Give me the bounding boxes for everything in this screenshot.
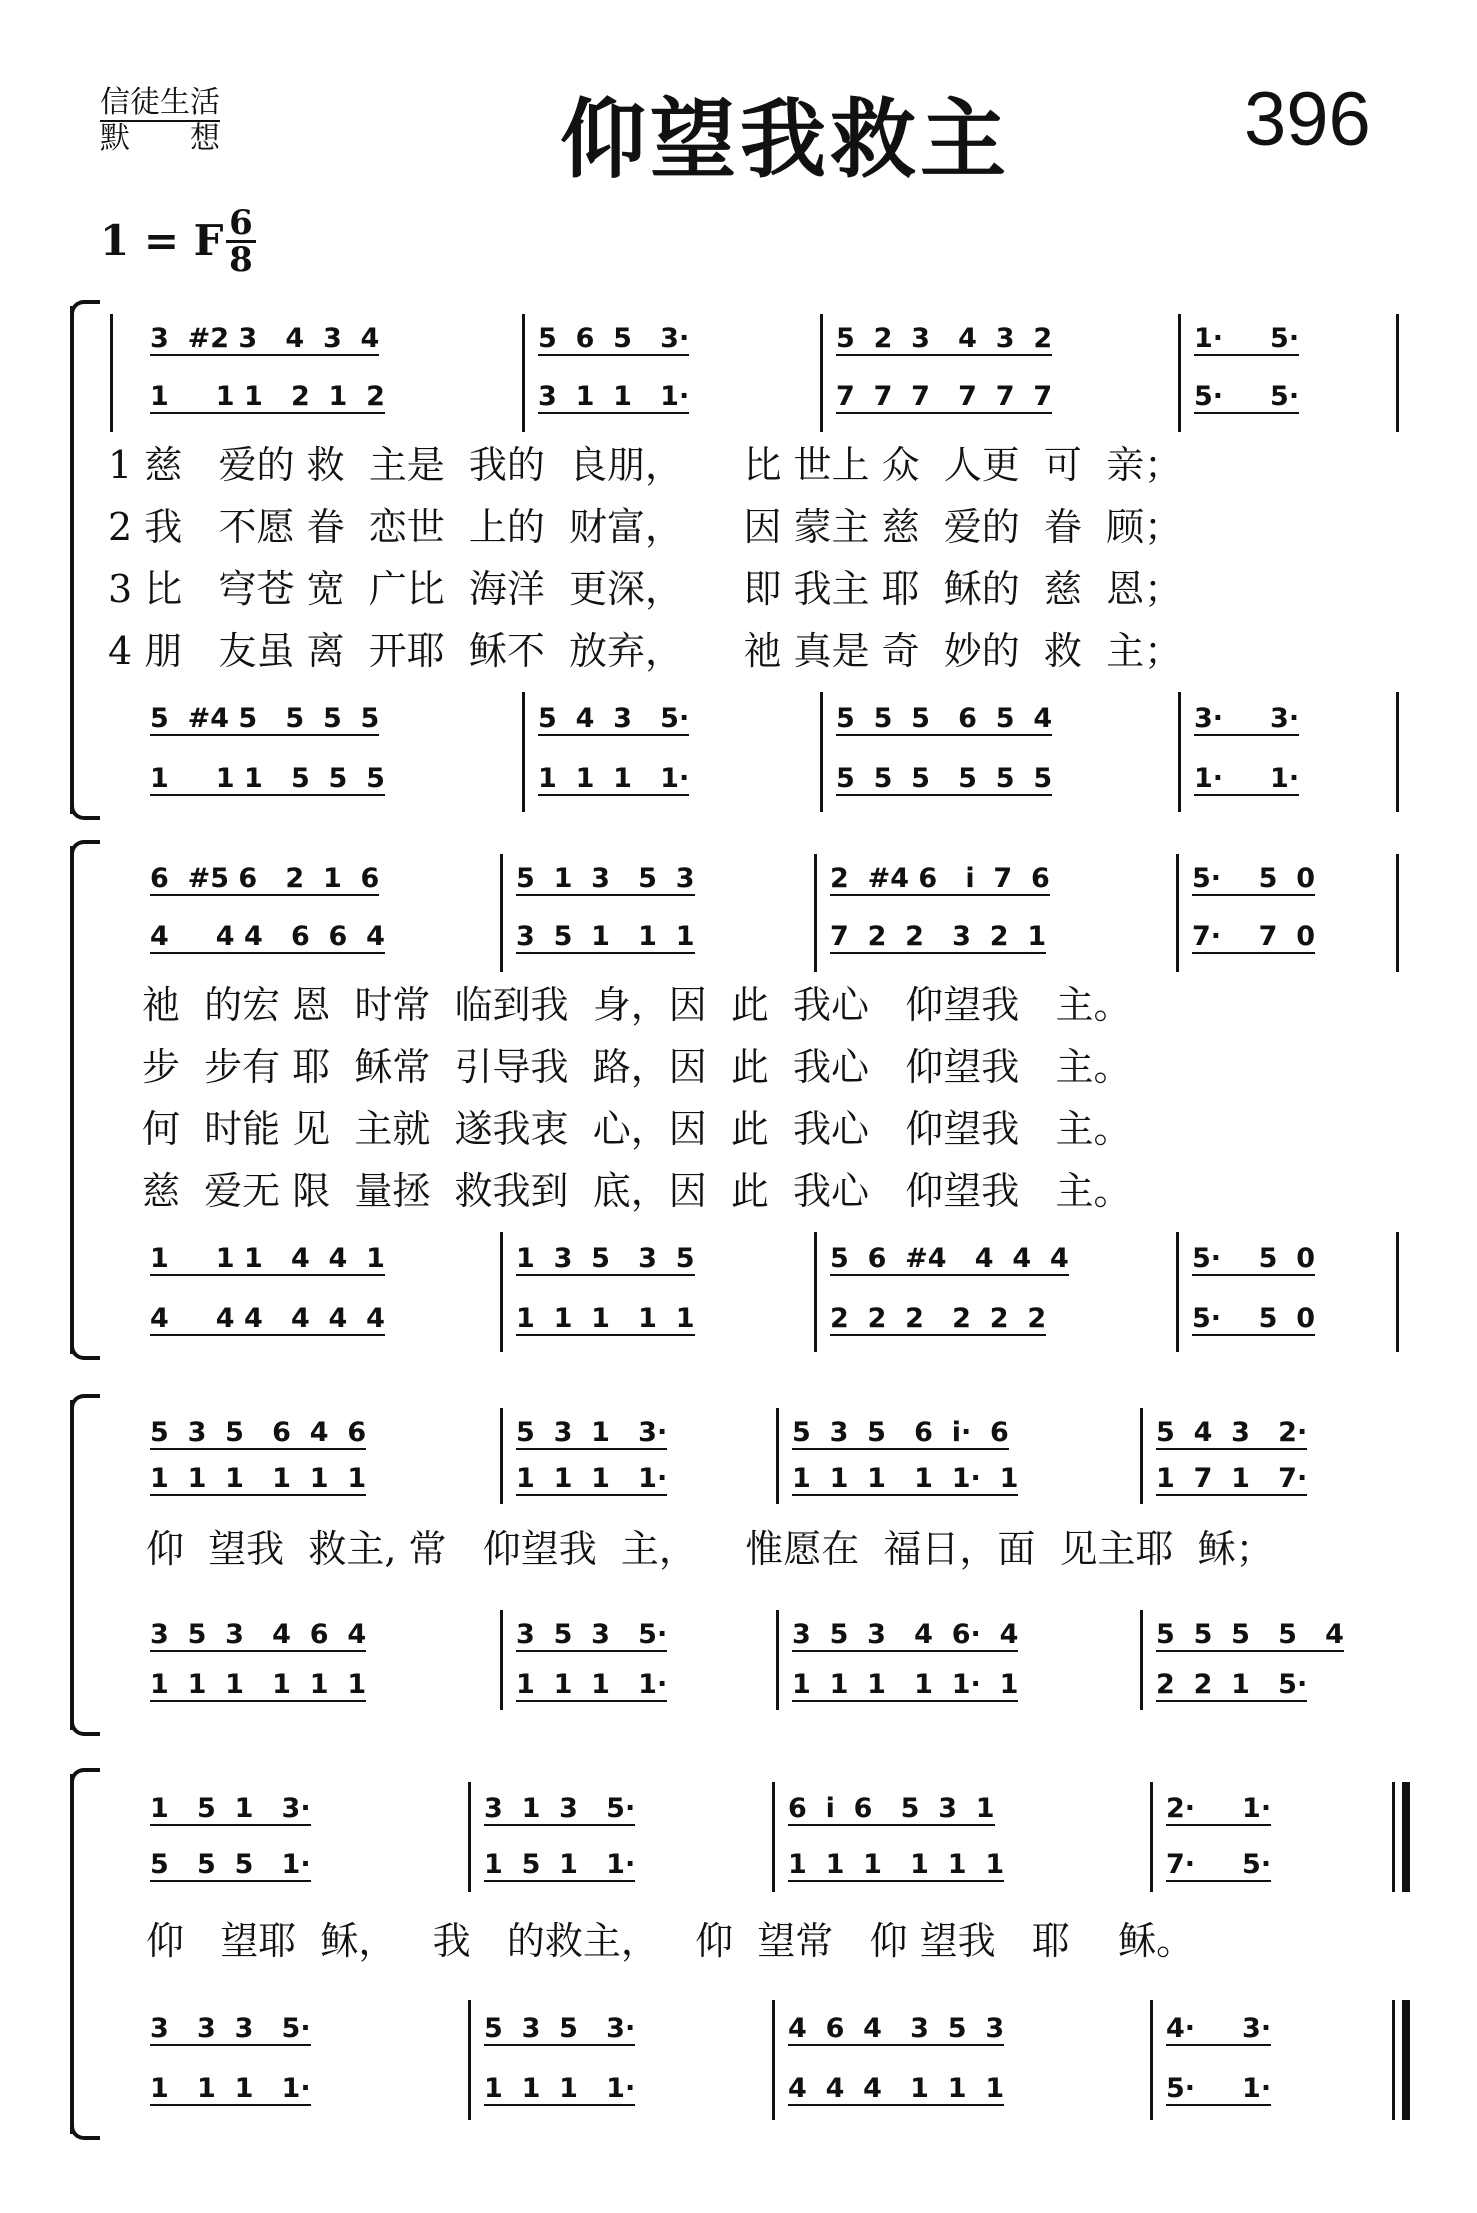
beam-line	[792, 1700, 1018, 1702]
tenor-measure: 5 5 5 5 4	[1156, 1619, 1344, 1650]
barline	[1150, 1782, 1153, 1892]
barline	[1176, 1232, 1179, 1352]
beam-line	[150, 412, 385, 414]
final-barline-thin	[1392, 1782, 1395, 1892]
beam-line	[484, 1880, 635, 1882]
beam-line	[150, 1650, 366, 1652]
system-brace	[70, 1400, 100, 1730]
soprano-measure: 1· 5·	[1194, 323, 1300, 354]
category-line-2: 默 想	[100, 121, 220, 156]
alto-measure: 1 1 1 1 1 1	[150, 1463, 367, 1494]
tenor-measure: 3 5 3 4 6· 4	[792, 1619, 1019, 1650]
tenor-measure: 5 3 5 3·	[484, 2013, 636, 2044]
soprano-measure: 2 #4 6 i 7 6	[830, 863, 1050, 894]
tenor-measure: 5 #4 5 5 5 5	[150, 703, 380, 734]
beam-line	[150, 734, 379, 736]
beam-line	[1194, 354, 1299, 356]
alto-measure: 5 5 5 1·	[150, 1849, 311, 1880]
beam-line	[788, 1880, 1004, 1882]
beam-line	[538, 794, 689, 796]
barline	[1396, 1232, 1399, 1352]
bass-measure: 1 1 1 1·	[484, 2073, 636, 2104]
beam-line	[830, 1334, 1046, 1336]
tenor-measure: 4 6 4 3 5 3	[788, 2013, 1005, 2044]
tenor-measure: 5 6 #4 4 4 4	[830, 1243, 1069, 1274]
tenor-measure: 3· 3·	[1194, 703, 1300, 734]
beam-line	[150, 1448, 366, 1450]
soprano-measure: 2· 1·	[1166, 1793, 1272, 1824]
beam-line	[1192, 1274, 1315, 1276]
alto-measure: 5· 5·	[1194, 381, 1300, 412]
barline	[1396, 854, 1399, 972]
bass-measure: 5 5 5 5 5 5	[836, 763, 1053, 794]
beam-line	[788, 1824, 995, 1826]
category-line-1: 信徒生活	[100, 85, 220, 120]
time-sig-bottom: 8	[229, 240, 253, 280]
beam-line	[484, 2044, 635, 2046]
alto-measure: 1 1 1 1 1· 1	[792, 1463, 1019, 1494]
alto-measure: 1 5 1 1·	[484, 1849, 636, 1880]
barline	[500, 854, 503, 972]
barline	[522, 692, 525, 812]
category-label	[100, 86, 220, 156]
beam-line	[1156, 1650, 1344, 1652]
barline	[1396, 692, 1399, 812]
beam-line	[1194, 412, 1299, 414]
soprano-measure: 5· 5 0	[1192, 863, 1316, 894]
tenor-measure: 5 4 3 5·	[538, 703, 690, 734]
barline	[1176, 854, 1179, 972]
system-brace	[70, 1774, 100, 2134]
lyric-verse-1: 1 慈 爱的 救 主是 我的 良朋， 比 世上 众 人更 可 亲；	[108, 443, 1183, 487]
tenor-measure: 4· 3·	[1166, 2013, 1272, 2044]
beam-line	[1192, 1334, 1315, 1336]
bass-measure: 2 2 1 5·	[1156, 1669, 1308, 1700]
beam-line	[1194, 734, 1299, 736]
beam-line	[830, 894, 1050, 896]
system-brace	[70, 846, 100, 1354]
beam-line	[516, 1650, 667, 1652]
alto-measure: 3 5 1 1 1	[516, 921, 695, 952]
final-barline-thick	[1402, 2000, 1410, 2120]
bass-measure: 1 1 1 1 1· 1	[792, 1669, 1019, 1700]
lyric-verse-3: 3 比 穹苍 宽 广比 海洋 更深， 即 我主 耶 稣的 慈 恩；	[108, 567, 1183, 611]
hymn-number: 396	[1244, 77, 1371, 162]
beam-line	[150, 2044, 311, 2046]
beam-line	[1166, 1824, 1271, 1826]
bass-measure: 1· 1·	[1194, 763, 1300, 794]
tenor-measure: 5 5 5 6 5 4	[836, 703, 1053, 734]
beam-line	[150, 1880, 311, 1882]
beam-line	[1166, 2104, 1271, 2106]
time-sig-top: 6	[226, 206, 256, 243]
lyric-line: 仰 望耶 稣， 我 的救主， 仰 望常 仰 望我 耶 稣。	[146, 1919, 1195, 1963]
soprano-measure: 5 3 5 6 4 6	[150, 1417, 367, 1448]
beam-line	[830, 1274, 1069, 1276]
beam-line	[150, 1824, 311, 1826]
bass-measure: 1 1 1 5 5 5	[150, 763, 385, 794]
tenor-measure: 3 5 3 5·	[516, 1619, 668, 1650]
barline	[500, 1610, 503, 1710]
beam-line	[792, 1448, 1009, 1450]
beam-line	[150, 354, 379, 356]
soprano-measure: 6 i 6 5 3 1	[788, 1793, 995, 1824]
bass-measure: 5· 1·	[1166, 2073, 1272, 2104]
beam-line	[516, 1494, 667, 1496]
bass-measure: 1 1 1 1·	[538, 763, 690, 794]
beam-line	[150, 1494, 366, 1496]
barline	[500, 1232, 503, 1352]
lyric-verse-4: 慈 爱无 限 量拯 救我到 底，因 此 我心 仰望我 主。	[142, 1169, 1132, 1213]
beam-line	[150, 1700, 366, 1702]
lyric-verse-3: 何 时能 见 主就 遂我衷 心，因 此 我心 仰望我 主。	[142, 1107, 1132, 1151]
lyric-verse-4: 4 朋 友虽 离 开耶 稣不 放弃， 祂 真是 奇 妙的 救 主；	[108, 629, 1183, 673]
bass-measure: 4 4 4 1 1 1	[788, 2073, 1005, 2104]
score-system-2	[70, 846, 1430, 1354]
beam-line	[150, 1334, 385, 1336]
beam-line	[484, 2104, 635, 2106]
alto-measure: 7· 7 0	[1192, 921, 1316, 952]
lyric-verse-2: 2 我 不愿 眷 恋世 上的 财富， 因 蒙主 慈 爱的 眷 顾；	[108, 505, 1183, 549]
barline	[500, 1408, 503, 1504]
beam-line	[150, 894, 379, 896]
barline	[776, 1408, 779, 1504]
beam-line	[836, 734, 1052, 736]
barline	[468, 1782, 471, 1892]
beam-line	[1166, 1880, 1271, 1882]
beam-line	[792, 1650, 1018, 1652]
barline	[1140, 1408, 1143, 1504]
soprano-measure: 5 2 3 4 3 2	[836, 323, 1053, 354]
score-system-4	[70, 1774, 1430, 2134]
beam-line	[484, 1824, 635, 1826]
final-barline-thick	[1402, 1782, 1410, 1892]
barline	[814, 1232, 817, 1352]
final-barline-thin	[1392, 2000, 1395, 2120]
beam-line	[836, 794, 1052, 796]
barline	[468, 2000, 471, 2120]
soprano-measure: 1 5 1 3·	[150, 1793, 311, 1824]
bass-measure: 1 1 1 1 1	[516, 1303, 695, 1334]
beam-line	[1156, 1494, 1307, 1496]
score-system-3	[70, 1400, 1430, 1730]
beam-line	[836, 354, 1052, 356]
barline	[1150, 2000, 1153, 2120]
score-system-1	[70, 306, 1430, 814]
beam-line	[1192, 894, 1315, 896]
barline	[814, 854, 817, 972]
tenor-measure: 5· 5 0	[1192, 1243, 1316, 1274]
alto-measure: 4 4 4 6 6 4	[150, 921, 385, 952]
beam-line	[516, 952, 695, 954]
beam-line	[150, 952, 385, 954]
beam-line	[538, 734, 689, 736]
bass-measure: 1 1 1 1·	[516, 1669, 668, 1700]
beam-line	[516, 894, 695, 896]
beam-line	[830, 952, 1046, 954]
beam-line	[516, 1274, 695, 1276]
alto-measure: 1 1 1 1·	[516, 1463, 668, 1494]
beam-line	[150, 794, 385, 796]
tenor-measure: 1 3 5 3 5	[516, 1243, 695, 1274]
bass-measure: 2 2 2 2 2 2	[830, 1303, 1047, 1334]
soprano-measure: 5 3 5 6 i· 6	[792, 1417, 1009, 1448]
soprano-measure: 3 1 3 5·	[484, 1793, 636, 1824]
beam-line	[516, 1700, 667, 1702]
barline	[522, 314, 525, 432]
beam-line	[788, 2104, 1004, 2106]
bass-measure: 1 1 1 1 1 1	[150, 1669, 367, 1700]
barline	[1178, 314, 1181, 432]
soprano-measure: 3 #2 3 4 3 4	[150, 323, 380, 354]
beam-line	[538, 354, 689, 356]
soprano-measure: 6 #5 6 2 1 6	[150, 863, 380, 894]
lyric-verse-1: 祂 的宏 恩 时常 临到我 身，因 此 我心 仰望我 主。	[142, 983, 1132, 1027]
lyric-line: 仰 望我 救主, 常 仰望我 主， 惟愿在 福日，面 见主耶 稣；	[146, 1527, 1274, 1571]
beam-line	[150, 1274, 385, 1276]
bass-measure: 4 4 4 4 4 4	[150, 1303, 385, 1334]
bass-measure: 1 1 1 1·	[150, 2073, 311, 2104]
beam-line	[1156, 1700, 1307, 1702]
beam-line	[1192, 952, 1315, 954]
soprano-measure: 5 4 3 2·	[1156, 1417, 1308, 1448]
alto-measure: 3 1 1 1·	[538, 381, 690, 412]
beam-line	[1166, 2044, 1271, 2046]
alto-measure: 7· 5·	[1166, 1849, 1272, 1880]
barline	[1140, 1610, 1143, 1710]
tenor-measure: 3 3 3 5·	[150, 2013, 311, 2044]
soprano-measure: 5 6 5 3·	[538, 323, 690, 354]
beam-line	[150, 2104, 311, 2106]
barline	[772, 1782, 775, 1892]
lyric-verse-2: 步 步有 耶 稣常 引导我 路，因 此 我心 仰望我 主。	[142, 1045, 1132, 1089]
barline	[1396, 314, 1399, 432]
beam-line	[516, 1334, 695, 1336]
alto-measure: 7 7 7 7 7 7	[836, 381, 1053, 412]
beam-line	[788, 2044, 1004, 2046]
alto-measure: 1 1 1 1 1 1	[788, 1849, 1005, 1880]
bass-measure: 5· 5 0	[1192, 1303, 1316, 1334]
beam-line	[538, 412, 689, 414]
tenor-measure: 1 1 1 4 4 1	[150, 1243, 385, 1274]
beam-line	[1156, 1448, 1307, 1450]
beam-line	[1194, 794, 1299, 796]
beam-line	[792, 1494, 1018, 1496]
barline	[110, 314, 113, 432]
barline	[820, 692, 823, 812]
barline	[776, 1610, 779, 1710]
barline	[1178, 692, 1181, 812]
system-brace	[70, 306, 100, 814]
beam-line	[516, 1448, 667, 1450]
tenor-measure: 3 5 3 4 6 4	[150, 1619, 367, 1650]
time-signature	[226, 203, 256, 280]
hymn-title: 仰望我救主	[560, 90, 1010, 190]
key-signature: 1 = F	[100, 216, 224, 265]
soprano-measure: 5 3 1 3·	[516, 1417, 668, 1448]
alto-measure: 7 2 2 3 2 1	[830, 921, 1047, 952]
alto-measure: 1 7 1 7·	[1156, 1463, 1308, 1494]
barline	[820, 314, 823, 432]
alto-measure: 1 1 1 2 1 2	[150, 381, 385, 412]
barline	[772, 2000, 775, 2120]
soprano-measure: 5 1 3 5 3	[516, 863, 695, 894]
beam-line	[836, 412, 1052, 414]
